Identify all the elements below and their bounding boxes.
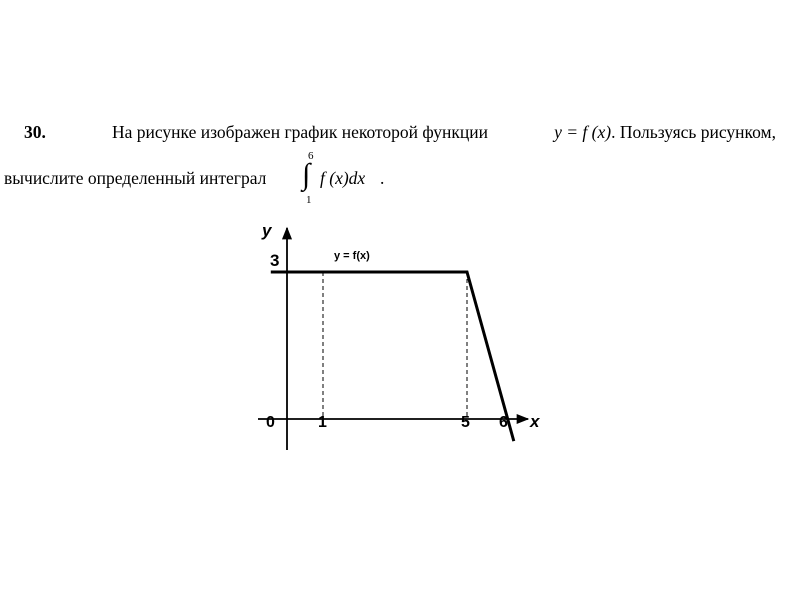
problem-text-part2: . Пользуясь рисунком, <box>611 122 777 142</box>
x-tick-label-5: 5 <box>461 414 470 431</box>
integral-end: . <box>380 168 385 188</box>
problem-text-part1: На рисунке изображен график некоторой функции <box>111 122 489 142</box>
y-tick-label-3: 3 <box>270 251 280 270</box>
x-axis-label: x <box>530 412 540 431</box>
x-tick-label-1: 1 <box>318 414 327 431</box>
x-tick-label-6: 6 <box>499 414 508 431</box>
integral-upper-limit: 6 <box>308 150 314 162</box>
origin-label: 0 <box>266 414 275 431</box>
curve-label: y = f(x) <box>334 250 370 262</box>
series-line-f <box>271 272 514 441</box>
y-axis-label: y <box>262 221 272 240</box>
integral-lower-limit: 1 <box>306 194 312 206</box>
integrand: f (x)dx <box>320 168 366 188</box>
function-expression: y = f (x) <box>554 122 612 142</box>
problem-line-2: вычислите определенный интеграл <box>4 168 267 188</box>
problem-number: 30. <box>24 122 46 142</box>
chart-layer <box>258 221 541 450</box>
integral-sign-icon: ∫ <box>302 158 311 191</box>
